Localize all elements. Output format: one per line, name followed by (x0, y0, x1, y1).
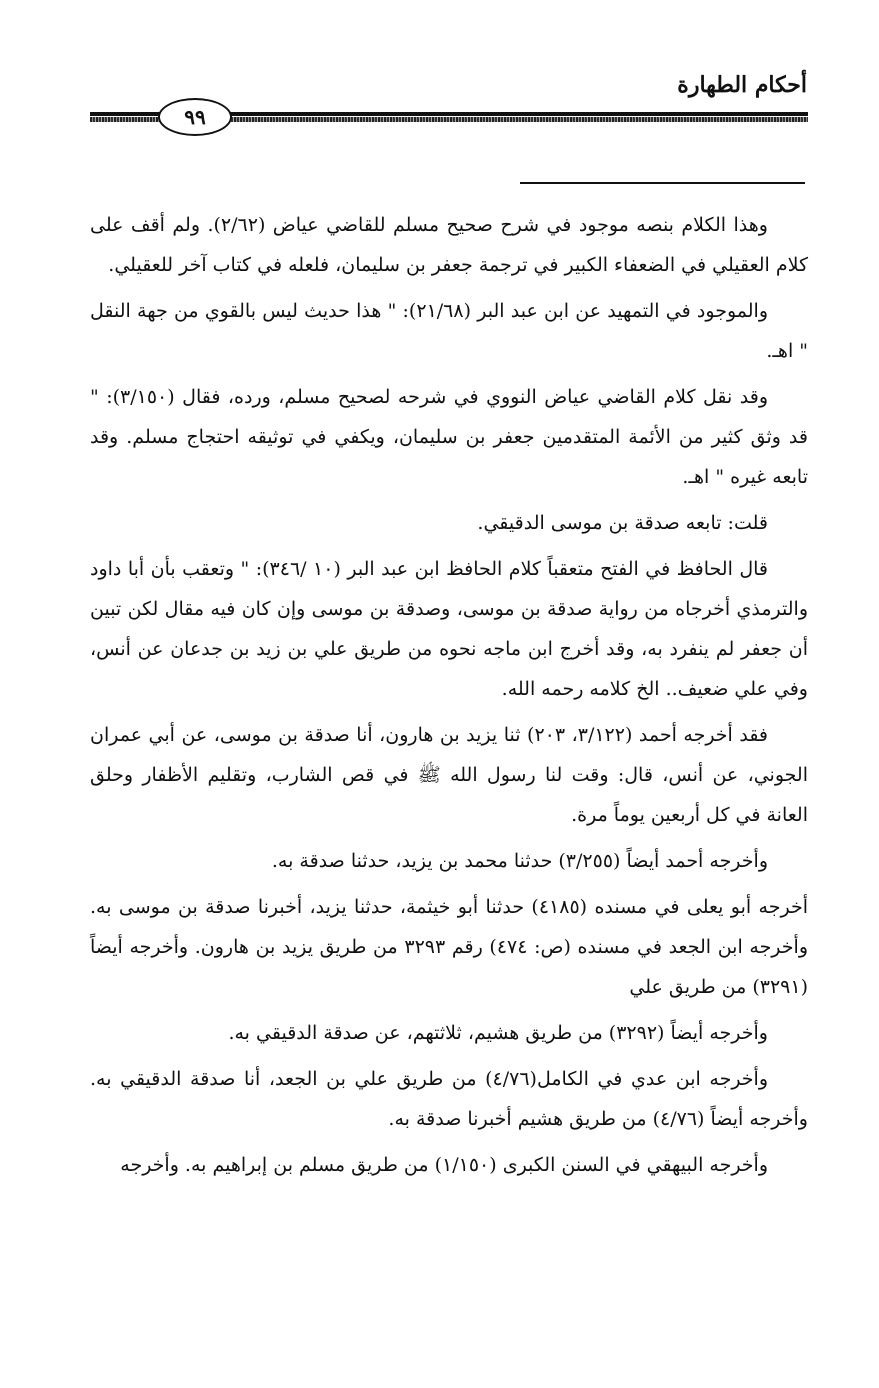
paragraph: وأخرجه أحمد أيضاً (٣/٢٥٥) حدثنا محمد بن يزيد، حدثنا صدقة به. (271, 850, 768, 872)
paragraph: أخرجه أبو يعلى في مسنده (٤١٨٥) حدثنا أبو خيثمة، حدثنا يزيد، أخبرنا صدقة بن موسى به. وأخرجه ابن الجعد في مسنده (ص: ٤٧٤) رقم ٣٢٩٣ من طريق يزيد بن هارون. وأخرجه أيضاً (٣٢٩١) من طريق علي (90, 896, 808, 998)
running-head-title: أحكام الطهارة (677, 72, 807, 98)
paragraph: وأخرجه أيضاً (٣٢٩٢) من طريق هشيم، ثلاثتهم، عن صدقة الدقيقي به. (228, 1022, 768, 1044)
paragraph: قال الحافظ في الفتح متعقباً كلام الحافظ ابن عبد البر (١٠ /٣٤٦): " وتعقب بأن أبا داود والترمذي أخرجاه من رواية صدقة بن موسى، وصدقة بن موسى وإن كان فيه مقال لكن تبين أن جعفر لم ينفرد به، وقد أخرج ابن ماجه نحوه من طريق علي بن زيد بن جدعان عن أنس، وفي علي ضعيف.. الخ كلامه رحمه الله. (90, 558, 808, 700)
paragraph: وهذا الكلام بنصه موجود في شرح صحيح مسلم للقاضي عياض (٢/٦٢). ولم أقف على كلام العقيلي في الضعفاء الكبير في ترجمة جعفر بن سليمان، فلعله في كتاب آخر للعقيلي. (90, 214, 808, 276)
paragraph: فقد أخرجه أحمد (٣/١٢٢، ٢٠٣) ثنا يزيد بن هارون، أنا صدقة بن موسى، عن أبي عمران الجوني، عن أنس، قال: وقت لنا رسول الله ﷺ في قص الشارب، وتقليم الأظفار وحلق العانة في كل أربعين يوماً مرة. (90, 724, 808, 826)
page-number: ٩٩ (158, 98, 232, 136)
paragraph: والموجود في التمهيد عن ابن عبد البر (٢١/٦٨): " هذا حديث ليس بالقوي من جهة النقل " اهـ. (90, 300, 808, 362)
paragraph: وقد نقل كلام القاضي عياض النووي في شرحه لصحيح مسلم، ورده، فقال (٣/١٥٠): " قد وثق كثير من الأئمة المتقدمين جعفر بن سليمان، ويكفي في توثيقه احتجاج مسلم. وقد تابعه غيره " اهـ. (90, 386, 808, 488)
paragraph: قلت: تابعه صدقة بن موسى الدقيقي. (477, 512, 768, 534)
separator-rule (520, 182, 805, 184)
body-text (90, 205, 808, 1191)
paragraph: وأخرجه ابن عدي في الكامل(٤/٧٦) من طريق علي بن الجعد، أنا صدقة الدقيقي به. وأخرجه أيضاً (٤/٧٦) من طريق هشيم أخبرنا صدقة به. (90, 1068, 808, 1130)
paragraph: وأخرجه البيهقي في السنن الكبرى (١/١٥٠) من طريق مسلم بن إبراهيم به. وأخرجه (120, 1154, 768, 1176)
